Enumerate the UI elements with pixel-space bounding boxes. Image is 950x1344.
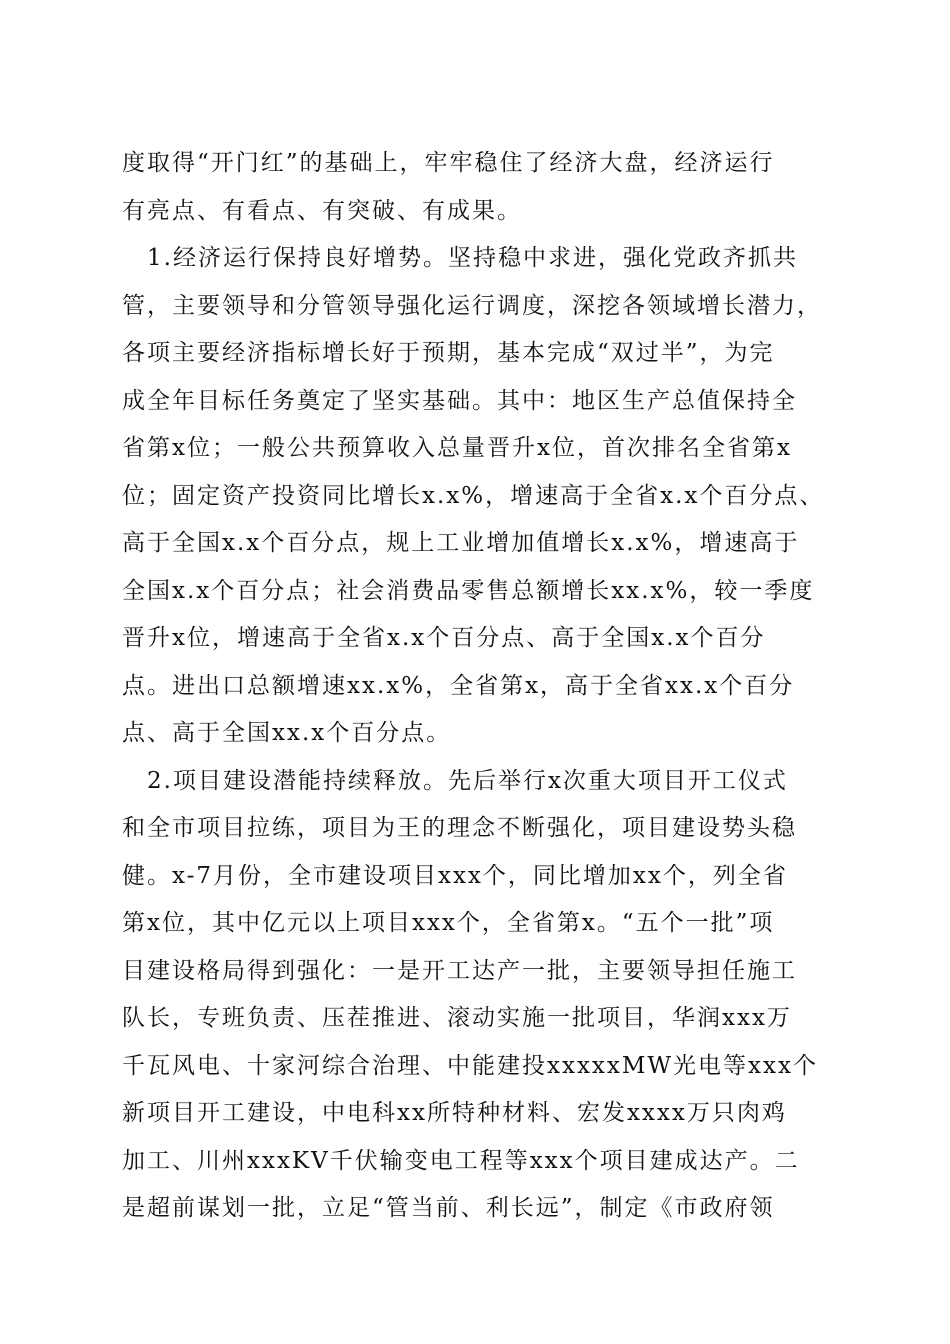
text-line: 千瓦风电、十家河综合治理、中能建投xxxxxMW光电等xxx个 bbox=[122, 1052, 818, 1079]
paragraph-intro bbox=[122, 140, 834, 235]
text-line: 有亮点、有看点、有突破、有成果。 bbox=[122, 197, 522, 224]
text-line: 晋升x位，增速高于全省x.x个百分点、高于全国x.x个百分 bbox=[122, 625, 766, 651]
text-line: 点、高于全国xx.x个百分点。 bbox=[122, 720, 452, 746]
paragraph-item-1 bbox=[122, 235, 834, 758]
text-line: 是超前谋划一批，立足“管当前、利长远”，制定《市政府领 bbox=[122, 1195, 775, 1221]
text-line: 省第x位；一般公共预算收入总量晋升x位，首次排名全省第x bbox=[122, 435, 792, 461]
text-line: 位；固定资产投资同比增长x.x%，增速高于全省x.x个百分点、 bbox=[122, 482, 825, 509]
text-line: 2.项目建设潜能持续释放。先后举行x次重大项目开工仪式 bbox=[122, 767, 788, 794]
text-line: 和全市项目拉练，项目为王的理念不断强化，项目建设势头稳 bbox=[122, 815, 797, 841]
text-line: 加工、川州xxxKV千伏输变电工程等xxx个项目建成达产。二 bbox=[122, 1147, 800, 1174]
text-line: 管，主要领导和分管领导强化运行调度，深挖各领域增长潜力， bbox=[122, 292, 822, 319]
text-line: 队长，专班负责、压茬推进、滚动实施一批项目，华润xxx万 bbox=[122, 1005, 792, 1031]
document-body bbox=[122, 140, 834, 1233]
text-line: 高于全国x.x个百分点，规上工业增加值增长x.x%，增速高于 bbox=[122, 530, 800, 556]
paragraph-item-2 bbox=[122, 758, 834, 1233]
text-line: 健。x-7月份，全市建设项目xxx个，同比增加xx个，列全省 bbox=[122, 862, 788, 889]
text-line: 1.经济运行保持良好增势。坚持稳中求进，强化党政齐抓共 bbox=[122, 245, 798, 271]
text-line: 各项主要经济指标增长好于预期，基本完成“双过半”，为完 bbox=[122, 340, 775, 366]
text-line: 目建设格局得到强化：一是开工达产一批，主要领导担任施工 bbox=[122, 957, 797, 984]
text-line: 点。进出口总额增速xx.x%，全省第x，高于全省xx.x个百分 bbox=[122, 672, 795, 699]
text-line: 全国x.x个百分点；社会消费品零售总额增长xx.x%，较一季度 bbox=[122, 577, 815, 604]
text-line: 成全年目标任务奠定了坚实基础。其中：地区生产总值保持全 bbox=[122, 387, 797, 414]
text-line: 度取得“开门红”的基础上，牢牢稳住了经济大盘，经济运行 bbox=[122, 150, 775, 176]
text-line: 新项目开工建设，中电科xx所特种材料、宏发xxxx万只肉鸡 bbox=[122, 1100, 787, 1126]
text-line: 第x位，其中亿元以上项目xxx个，全省第x。“五个一批”项 bbox=[122, 910, 775, 936]
